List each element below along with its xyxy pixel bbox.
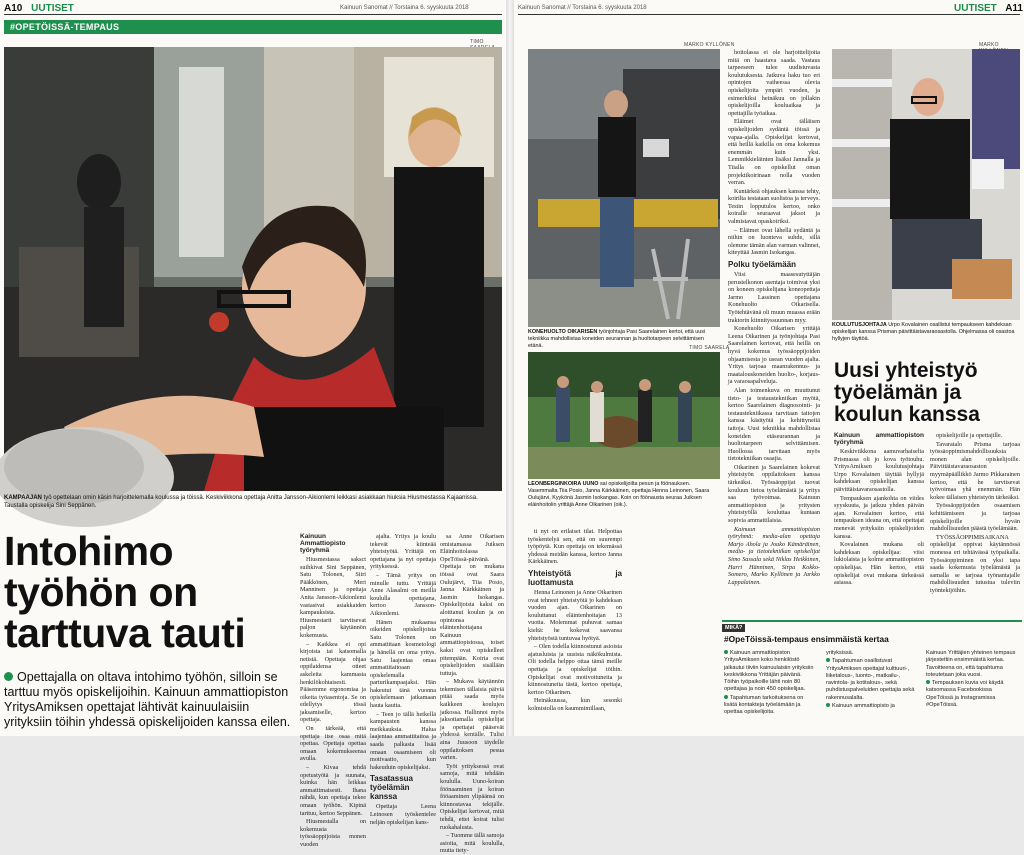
right-header-rule <box>518 14 1020 15</box>
fact-item: Kainuun ammattiopisto ja <box>832 703 895 710</box>
body-paragraph: Kovalainen mukana oli kahdeksan opiskelijaa: viisi lukiolaista ja kolme ammattiopiston opiskelijaa. Hän kertoo, että opiskelijat ovat mukana tärkeässä asiassa. <box>834 541 924 587</box>
body-paragraph: Eläimet ovat tälläisen opiskelijoiden sydäntä töissä ja vapaa-ajalla. Opiskelijat kertovat, että heillä kaikilla on oma kokemus enemmän kuin yksi. Lemmikkieläinten lisäksi Jannalla ja Tiialla on opiskellut oman projektikoirinaan nolla vuoden verran. <box>728 118 820 187</box>
right-article-col-a <box>528 528 622 736</box>
body-paragraph: Konehuolto Oikarisen yrittäjä Leena Oikarinen ja työnjohtaja Pasi Saarelainen kertovat, että heillä on hyvä kokemus työssäoppijoiden ohjaamisesta jo usean vuoden ajalta. Yritys tarjoaa maanrakennus- ja maatalouskoneiden huolto-, korjaus- ja varaosapalveluja. <box>728 325 820 386</box>
caption-kicker: LEONBERGINKOIRA UUNO <box>528 481 599 487</box>
photo2-caption <box>528 481 720 509</box>
body-paragraph: Hiusmestassa saksct suihkivat Sini Seppänen, Satu Tolonen, Siiri Pääkkönen, Meri Manninen ja opettaja Anita Jansson-Aikionlemi vastasivat asiakkaiden kampauksista. Hiusmestarit tarvitsevat paljon käytännön kokemusta. <box>300 556 366 639</box>
body-paragraph: Hänen mukaansa oikeiden opiskelijoista Satu Tolonen on ammattitaan kosmetologi ja hänellä on oma yritys. Satu laajentaa omaa ammattitaitoaan opiskelemalla parturikampaajaksi. Hän hakeutui tänä vuonna opiskelemaan jatkamaan hauta kautta. <box>370 618 436 710</box>
caption-kicker: KONEHUOLTO OIKARISEN <box>528 329 598 335</box>
fact-box <box>722 620 1022 736</box>
photo1-credit: MARKO KYLLÖNEN <box>684 42 735 48</box>
lede-text: Opettajalla on oltava intohimo työhön, silloin se tarttuu myös opiskelijoihin. Kainuun ammattiopiston YritysAmiksen opettajat lähtivät kainuulaisiin yrityksiin töihin yhdessä opiskelijoiden kanssa eilen. <box>4 670 291 729</box>
right-article-col-d <box>930 432 1020 614</box>
body-paragraph: Henna Leinonen ja Anne Oikarinen ovat tehneet yhteistyötä jo kahdeksan vuoden ajan. Oikarinen on kouluttanut eläintenhoitajan 13 vuotta. Molemmat puhuvat samaa kieltä: he kokevat saavansa yhteistyöstä tuntuvaa hyötyä. <box>528 588 622 642</box>
lede-bullet-icon <box>4 672 13 681</box>
caption-text: Urpo Kovalainen osallistui tempaukseen kahdeksan opiskelijan kanssa Prisman päivittäistavaraosastolla. Ohjelmassa oli osastoa hyllyjen täyttöä. <box>832 322 1015 342</box>
fact-item: Kainuun ammattiopiston YritysAmiksen koko henkilöstö jalkautui tiiviin kainuulaisiin yrityksiin keskiviikkona Yrittäjän päivänä. Töihin työpaikoille lähti noin 80 opettajaa ja noin 450 opiskelijaa. <box>724 650 814 693</box>
left-section-label: UUTISET <box>31 3 74 14</box>
bullet-icon <box>926 680 930 684</box>
body-paragraph: Tempauksen ajankohta on viides syyskuuta, ja jatkuu yhden päivän ajan. Kovalainen kertoo, että tempauksen ideana on, että opettajat menevät yrityksiin opiskelijoiden kanssa. <box>834 494 924 540</box>
body-paragraph: Heinäkuussa, kun sesonki kolmistolla on kaummimillaan, <box>528 697 622 712</box>
caption-kicker: KAMPAAJAN <box>4 495 42 501</box>
body-paragraph: – Kivaa tehdä opetustyötä ja suunata, kuinka hän leikkaa ammattimaisesti. Ihana nähdä, kun opettaja tekee omaan työhön. Kipinä tarttuu, kertoo Seppänen. <box>300 764 366 817</box>
right-article-col-c <box>834 432 924 614</box>
section-banner: #OPETÖISSÄ-TEMPAUS <box>4 20 502 34</box>
headline-line-1: Uusi yhteistyö <box>834 359 978 382</box>
left-lede <box>4 670 294 730</box>
body-paragraph: ti nyt on erilaiset tilat. Helpottaa työskentelyä sen, että on suurempi työpöytä. Kun opettaja on tekemässä yhdessä meidän kanssa, kertoo Janna Kärkkäinen. <box>528 528 622 566</box>
body-paragraph: Tavaratalo Prisma tarjoaa työssäoppimismahdollisuuksia monen alan opiskelijoille. Päivittäistavaraosaston myymäpäällikkö Jarmo Pikkarainen kertoo, että he tarvitsevat työvoimaa yhä enemmän. Hän kokee tällaisen yhteistyön tärkeäksi. <box>930 440 1020 501</box>
bullet-icon <box>826 658 830 662</box>
mechanic-photo <box>528 49 720 327</box>
body-paragraph: Alan toimenkuva on muuttunut tieto- ja testaustekniikan myötä, kertoo Saarelainen diagnosointi- ja testaustekniikassa tarvitaan taitojen kanssa käsityötä ja kehittyneitä taitoja. Uusi tekniikka mahdollistaa koneiden etäseurannan ja huoltotarpeen selvittämisen. Huollossa tarvitaan myös tietotekniikan osaajia. <box>728 386 820 463</box>
body-paragraph: Työt yrityksessä ovat samoja, mitä tehdään koululla. Uuno-koiran föönaaminen ja koiran fööaaminen ylipäänsä on kiinnostavaa tekijälle. Opiskelijat kertovat, mitä tehdä, ettei koirat tulisi ruokahalusta. <box>440 762 504 831</box>
body-paragraph: Hiusmestalla on kokemusta työssäoppijoista monen vuoden <box>300 818 366 848</box>
article-subhead: Tasatassua työelämän kanssa <box>370 774 413 802</box>
left-photo-credit: TIMO <box>470 39 484 45</box>
bullet-icon <box>826 703 830 707</box>
body-paragraph: – Olen todella kiinnostunut asioista ajatusluista ja uusista näkökulmista. Oli todella helppo ottaa tämä meille opettaja ja opiskelijat töihin. Opiskelijat ovat motivoituneita ja kiinnostuneita tästä, kertoo opettaja, kertoo Oikarinen. <box>528 643 622 696</box>
photo2-credit: TIMO SAARELA <box>689 345 730 351</box>
body-paragraph: Kuntärkeä ohjauksen kanssa tehty, koirilta testataan suolistoa ja terveys. Testin lopputulos kertoo, onko koiralle seuraavat jaksot ja valmistavat opaskoiriksi. <box>728 187 820 226</box>
left-article-col-3 <box>440 533 504 855</box>
bullet-icon <box>724 695 728 699</box>
headline-line-3: tarttuva tauti <box>4 610 246 656</box>
right-section-label: UUTISET <box>954 3 997 14</box>
left-headline <box>4 528 294 656</box>
fact-item: yrityksissä. <box>826 650 854 656</box>
dog-wash-photo <box>528 352 720 479</box>
photo3-caption <box>832 322 1020 343</box>
body-paragraph: – Tuomme tällä samoja asioita, mitä koululla, mutta tiety- <box>440 832 504 855</box>
body-paragraph: Viisi maasesutyttäjän perustelkonon asentaja toimivat yksi on koneen opiskelijana koneopettaja Jarmo Lassinen opettajana Konehuolto Oikarisella. Työtehtävänä oli muun muassa erään traktorin kiinnityssuunnan myy. <box>728 271 820 324</box>
body-paragraph: Oikarinen ja Saarelainen kokevat yhteistyön oppilaitoksen kanssa tärkeäksi. Työssäoppijat tuovat kouluun tietoa työelämästä ja yritys saa työvoimaa. Kainuun ammattiopiston ja yritysten yhteistyöllä kouluttaa kuntaan sopivia ammattilaisia. <box>728 463 820 525</box>
body-paragraph: On tärkeää, että opettaja itse osaa mitä opettaa. Opettaja opettaa omaan kokemukseensa avulla. <box>300 725 366 763</box>
credits-paragraph: Kainuun ammattiopiston työryhmä: media-alan opettaja Marjo Ahola ja Jouko Kämäräinen, media- ja tietotekniikan opiskelijat Simo Sassala sekä Niklas Heikkinen, Harri Hänninen, Sirpa Kokko-Somero, Marko Kyllönen ja Jarkko Lappalainen. <box>728 525 820 586</box>
left-header-rule <box>4 14 502 15</box>
body-paragraph: – Mukava käytännön tekemisen tällaisia päiviä pitää saada myös kaikkeen koulujen jatkossa. Hallinnoi myös jaksottamalla opiskelijat ja opettajat pääsevät yhdessä kentälle. Tulisi aina Juusoon täydelle oppilaitoksen pesua varten. <box>440 678 504 762</box>
left-article-col-2 <box>370 533 436 826</box>
byline: Kainuun ammattiopiston työryhmä <box>834 432 924 446</box>
body-paragraph: Keskiviikkona aamuvarhaiselta Prismassa oli jo kova työtouhu. YritysAmiksen koulutusjohtaja Urpo Kovalainen täyttää hyllyjä kahdeksan opiskelijan kanssa päivittäistavaraosastolla. <box>834 448 924 493</box>
body-paragraph: hoitolassa ei ole harjoittelijoita mitä on haastava saada. Vastaus tarpeeseen tulee uudistuvasta koulutuksesta. Jatkuva haku tuo eri opintojen vaiheessa olevia opiskelijoita ympäri vuoden, ja esimerkiksi heinäkuu on jollakin opiskelijoilla kouluaikaa ja opettajilla työaikaa. <box>728 49 820 117</box>
fact-box-tag: MIKÄ? <box>722 624 745 632</box>
caption-text: sai opiskelijoilta pesun ja föönauksen. Vasemmalta Tiia Posio, Janna Kärkkäinen, opettaja Henna Leinonen, Saara Oulujärvi, Kyykönä Jasmin Isokangas. Koin on föönausta seuraa Juiksen eläinhoitolin yrittäjä Anne Oikarinen (oik.). <box>528 481 710 508</box>
headline-line-2: työhön on <box>4 569 198 615</box>
body-paragraph: ajalta. Yritys ja koulu tekevät kiinteää yhteistyötä. Yrittäjä on opettajana ja nyt opettaja yrityksessä. <box>370 533 436 571</box>
fact-item: Tapahtuman osallistuvat YritysAmiksen opettajat kulttuuri-, liiketalous-, luonto-, matkailu-, ravintola- ja kotitalous-, sekä puhdistuspalveluiden opettajia sekä rakennusalalta. <box>826 658 915 701</box>
body-paragraph: TYÖSSÄOPPIMISAIKANA opiskelijat oppivat käytännössä monessa eri tehtävässä työpaikalla. Työssäoppiminen on yksi tapa saada kokemusta työelämästä ja samalla se tarjoaa työnantajalle mahdollisuuden tutustua tuleviin työntekijöihin. <box>930 533 1020 594</box>
article-subhead: Polku työelämään <box>728 260 797 270</box>
body-paragraph: – Teen jo tällä hetkellä kampausten kanssa meikkauksia. Halua laajentaa ammattitaitoa ja saada palkasta lisää omaan osaamiseen oli motivaatio, kun hakeuduin opiskelijaksi. <box>370 710 436 771</box>
byline: Kainuun Ammattiopisto työryhmä <box>300 533 346 554</box>
body-paragraph: – Tämä yritys on minulle tuttu. Yrittäjä Anne Alasalmi on meillä koululla opettajana, kertoo Jansson-Aikionlemi. <box>370 571 436 617</box>
headline-line-2: työelämän ja <box>834 381 962 404</box>
fact-item: Tempauksen kuvia voi käydä katsomassa Facebookissa OpeTöissä ja Instagramissa #OpeTöissä. <box>926 680 1004 709</box>
body-paragraph: Työssäoppijoiden osaamisen kehittämiseen ja tarjoaa opiskelijoille hyvän mahdollisuuden päästä työelämään. <box>930 502 1020 533</box>
headline-line-3: koulun kanssa <box>834 403 980 426</box>
caption-text: työnjohtaja Pasi Saarelainen kertoi, että uusi tekniikka mahdollistaa koneiden seurannan ja huoltotarpeen selvittämisen etänä. <box>528 329 706 349</box>
left-photo-caption <box>4 494 502 510</box>
right-headline <box>834 360 1020 426</box>
article-subhead: Yhteistyötä ja luottamusta <box>528 568 622 587</box>
left-article-col-1 <box>300 533 366 848</box>
caption-kicker: KOULUTUSJOHTAJA <box>832 322 887 328</box>
page-gutter <box>506 0 514 736</box>
body-paragraph: – Eläimet ovat lähellä sydäntä ja niihin on luonteva suhde, sillä olemme tämän alan varman valinnet, kiteyttää Jasmin Isokangas. <box>728 226 820 257</box>
fact-box-col-1 <box>724 650 816 718</box>
body-paragraph: sa Anne Oikarisen omistamassa Juiksen Eläinhoitolassa OpeTöissä-päivänä. Opettaja on mukana töissä ovat Saara Oulujärvi, Tiia Posio, Janna Kärkkäinen ja Jasmin Isokangas. Opiskelijoista kaksi on aloittanut koulun ja on opintonsa eläintenhoitajana Kainuun ammattiopistossa, toiset kaksi ovat opiskelleet pitempään. Koiria ovat opiskelijoiden sisällään tuttuja. <box>440 533 504 677</box>
right-folio: UUTISET A11 <box>954 3 1023 14</box>
fact-box-title: #OpeTöissä-tempaus ensimmäistä kertaa <box>724 634 889 644</box>
supermarket-photo <box>832 49 1020 320</box>
left-page <box>0 0 506 855</box>
headline-line-1: Intohimo <box>4 528 174 574</box>
caption-text: työ opettelaan omin käsin harjoittelemalla koulussa ja töissä. Keskiviikkona opettaja Anitta Jansson-Aikionlemi leikkasi asiakkaan hiuksia Hiusmestassa Kajaanissa. Taustalla opiskelija Sini Seppänen. <box>4 495 478 509</box>
left-folio: A10 UUTISET <box>4 3 74 14</box>
body-paragraph: Opettaja Leena Leinosen työskentelee neljän opiskelijan kans- <box>370 803 436 826</box>
right-running-header: Kainuun Sanomat // Torstaina 6. syyskuuta 2018 <box>518 5 647 11</box>
body-paragraph: – Kaikkea ei opi kirjoista tai katsomalla netistä. Opettaja ohjaa oppilaidensa otteet askeleita kammasta henkilökohtaisesti. Pääsemme ergonomiaa ja oikeita työasentoja. Se on edellytys tössä jaksamiselle, kertoo opettaja. <box>300 640 366 724</box>
fact-item: Tapahtuman tarkoituksena on lisätä kontakteja työelämään ja opettaa opiskelijoita. <box>724 694 804 716</box>
fact-box-col-3 <box>926 650 1018 710</box>
left-running-header: Kainuun Sanomat // Torstaina 6. syyskuuta 2018 <box>340 5 469 11</box>
fact-item: Kainuun Yrittäjien yhteinen tempaus järjestettiin ensimmäistä kertaa. Tavoitteena on, että tapahtuma toteutetaan joka vuosi. <box>926 650 1016 678</box>
body-paragraph: opiskelijoille ja opettajille. <box>936 432 1003 439</box>
fact-box-col-2 <box>826 650 918 711</box>
hairdresser-photo <box>4 47 502 491</box>
photo3-credit: MARKO <box>979 42 999 48</box>
bullet-icon <box>724 650 728 654</box>
